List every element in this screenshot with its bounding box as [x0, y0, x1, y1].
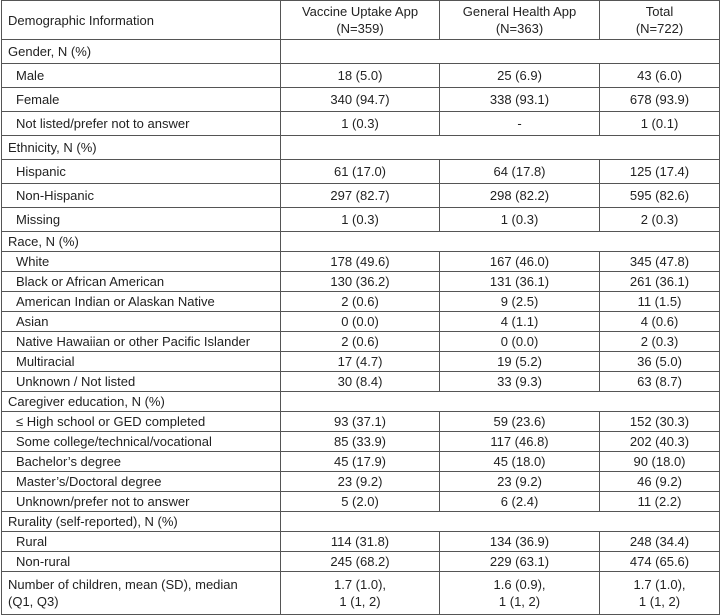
- cell-total: 261 (36.1): [600, 272, 720, 292]
- section-label-education: Caregiver education, N (%): [2, 392, 281, 412]
- section-empty-cell: [281, 136, 720, 160]
- section-empty-cell: [281, 40, 720, 64]
- row-label: Non-rural: [2, 552, 281, 572]
- cell-vaccine: 23 (9.2): [281, 472, 440, 492]
- cell-vaccine: 1 (0.3): [281, 112, 440, 136]
- cell-vaccine: 2 (0.6): [281, 292, 440, 312]
- children-vaccine-mean: 1.7 (1.0),: [333, 577, 387, 592]
- header-general-app: [440, 1, 600, 40]
- children-label: [2, 572, 281, 615]
- cell-vaccine: 178 (49.6): [281, 252, 440, 272]
- row-label: Rural: [2, 532, 281, 552]
- cell-total: 2 (0.3): [600, 332, 720, 352]
- row-label: American Indian or Alaskan Native: [2, 292, 281, 312]
- table-row: [2, 160, 720, 184]
- table-row: [2, 184, 720, 208]
- row-label: Female: [2, 88, 281, 112]
- cell-general: 229 (63.1): [440, 552, 600, 572]
- header-demographic: Demographic Information: [2, 1, 281, 40]
- cell-general: 64 (17.8): [440, 160, 600, 184]
- row-label: White: [2, 252, 281, 272]
- cell-total: 595 (82.6): [600, 184, 720, 208]
- table-row: [2, 372, 720, 392]
- header-vaccine-n: (N=359): [336, 21, 384, 36]
- children-label-line1: Number of children, mean (SD), median: [8, 577, 238, 592]
- children-label-line2: (Q1, Q3): [8, 594, 59, 609]
- cell-vaccine: 45 (17.9): [281, 452, 440, 472]
- section-row-race: [2, 232, 720, 252]
- header-general-title: General Health App: [462, 4, 577, 19]
- cell-general: 1 (0.3): [440, 208, 600, 232]
- cell-general: 338 (93.1): [440, 88, 600, 112]
- table-row: [2, 208, 720, 232]
- row-label: Not listed/prefer not to answer: [2, 112, 281, 136]
- cell-vaccine: 114 (31.8): [281, 532, 440, 552]
- table-row: [2, 452, 720, 472]
- section-row-education: [2, 392, 720, 412]
- cell-vaccine: 0 (0.0): [281, 312, 440, 332]
- cell-total: 202 (40.3): [600, 432, 720, 452]
- cell-total: 152 (30.3): [600, 412, 720, 432]
- section-label-ethnicity: Ethnicity, N (%): [2, 136, 281, 160]
- header-vaccine-title: Vaccine Uptake App: [301, 4, 419, 19]
- table-row: [2, 272, 720, 292]
- cell-general: 59 (23.6): [440, 412, 600, 432]
- table-row: [2, 252, 720, 272]
- cell-vaccine: 340 (94.7): [281, 88, 440, 112]
- table-row: [2, 432, 720, 452]
- header-total: [600, 1, 720, 40]
- row-label: Unknown/prefer not to answer: [2, 492, 281, 512]
- cell-vaccine: 130 (36.2): [281, 272, 440, 292]
- cell-total: 36 (5.0): [600, 352, 720, 372]
- row-label: Native Hawaiian or other Pacific Islander: [2, 332, 281, 352]
- children-general-median: 1 (1, 2): [498, 594, 541, 609]
- children-cell-total: [600, 572, 720, 615]
- header-row: [2, 1, 720, 40]
- row-label: Multiracial: [2, 352, 281, 372]
- section-label-gender: Gender, N (%): [2, 40, 281, 64]
- cell-total: 4 (0.6): [600, 312, 720, 332]
- cell-vaccine: 297 (82.7): [281, 184, 440, 208]
- cell-general: 45 (18.0): [440, 452, 600, 472]
- cell-vaccine: 2 (0.6): [281, 332, 440, 352]
- row-label: Bachelor’s degree: [2, 452, 281, 472]
- children-total-mean: 1.7 (1.0),: [633, 577, 686, 592]
- section-label-race: Race, N (%): [2, 232, 281, 252]
- cell-general: 167 (46.0): [440, 252, 600, 272]
- cell-general: 131 (36.1): [440, 272, 600, 292]
- cell-total: 63 (8.7): [600, 372, 720, 392]
- section-row-rurality: [2, 512, 720, 532]
- header-general-n: (N=363): [495, 21, 544, 36]
- table-row: [2, 112, 720, 136]
- cell-total: 248 (34.4): [600, 532, 720, 552]
- cell-general: 25 (6.9): [440, 64, 600, 88]
- row-label: Black or African American: [2, 272, 281, 292]
- table-row: [2, 312, 720, 332]
- row-label: Non-Hispanic: [2, 184, 281, 208]
- row-label: Unknown / Not listed: [2, 372, 281, 392]
- demographics-table: [1, 0, 720, 615]
- table-row: [2, 332, 720, 352]
- cell-vaccine: 30 (8.4): [281, 372, 440, 392]
- children-row: [2, 572, 720, 615]
- table-row: [2, 552, 720, 572]
- cell-general: 19 (5.2): [440, 352, 600, 372]
- children-cell-general: [440, 572, 600, 615]
- cell-total: 345 (47.8): [600, 252, 720, 272]
- section-label-rurality: Rurality (self-reported), N (%): [2, 512, 281, 532]
- cell-general: 298 (82.2): [440, 184, 600, 208]
- cell-general: 6 (2.4): [440, 492, 600, 512]
- row-label: Male: [2, 64, 281, 88]
- cell-vaccine: 5 (2.0): [281, 492, 440, 512]
- table-row: [2, 492, 720, 512]
- row-label: Master’s/Doctoral degree: [2, 472, 281, 492]
- table-row: [2, 88, 720, 112]
- header-vaccine-app: [281, 1, 440, 40]
- cell-vaccine: 18 (5.0): [281, 64, 440, 88]
- cell-general: 134 (36.9): [440, 532, 600, 552]
- cell-total: 11 (1.5): [600, 292, 720, 312]
- cell-total: 125 (17.4): [600, 160, 720, 184]
- cell-total: 2 (0.3): [600, 208, 720, 232]
- table-row: [2, 412, 720, 432]
- cell-total: 43 (6.0): [600, 64, 720, 88]
- cell-vaccine: 93 (37.1): [281, 412, 440, 432]
- section-row-gender: [2, 40, 720, 64]
- table-row: [2, 64, 720, 88]
- cell-total: 1 (0.1): [600, 112, 720, 136]
- cell-vaccine: 1 (0.3): [281, 208, 440, 232]
- cell-vaccine: 61 (17.0): [281, 160, 440, 184]
- row-label: Hispanic: [2, 160, 281, 184]
- cell-total: 11 (2.2): [600, 492, 720, 512]
- section-empty-cell: [281, 512, 720, 532]
- cell-general: 23 (9.2): [440, 472, 600, 492]
- row-label: Some college/technical/vocational: [2, 432, 281, 452]
- table-row: [2, 472, 720, 492]
- section-empty-cell: [281, 232, 720, 252]
- cell-general: 117 (46.8): [440, 432, 600, 452]
- cell-general: 9 (2.5): [440, 292, 600, 312]
- row-label: Missing: [2, 208, 281, 232]
- children-general-mean: 1.6 (0.9),: [493, 577, 546, 592]
- table-row: [2, 292, 720, 312]
- row-label: ≤ High school or GED completed: [2, 412, 281, 432]
- section-row-ethnicity: [2, 136, 720, 160]
- table-row: [2, 532, 720, 552]
- cell-total: 474 (65.6): [600, 552, 720, 572]
- row-label: Asian: [2, 312, 281, 332]
- cell-total: 90 (18.0): [600, 452, 720, 472]
- header-total-title: Total: [645, 4, 674, 19]
- cell-general: -: [440, 112, 600, 136]
- cell-general: 33 (9.3): [440, 372, 600, 392]
- header-total-n: (N=722): [635, 21, 684, 36]
- table-row: [2, 352, 720, 372]
- children-vaccine-median: 1 (1, 2): [339, 594, 381, 609]
- cell-general: 4 (1.1): [440, 312, 600, 332]
- cell-total: 678 (93.9): [600, 88, 720, 112]
- cell-vaccine: 85 (33.9): [281, 432, 440, 452]
- children-total-median: 1 (1, 2): [638, 594, 681, 609]
- children-cell-vaccine: [281, 572, 440, 615]
- cell-vaccine: 245 (68.2): [281, 552, 440, 572]
- cell-vaccine: 17 (4.7): [281, 352, 440, 372]
- cell-general: 0 (0.0): [440, 332, 600, 352]
- cell-total: 46 (9.2): [600, 472, 720, 492]
- section-empty-cell: [281, 392, 720, 412]
